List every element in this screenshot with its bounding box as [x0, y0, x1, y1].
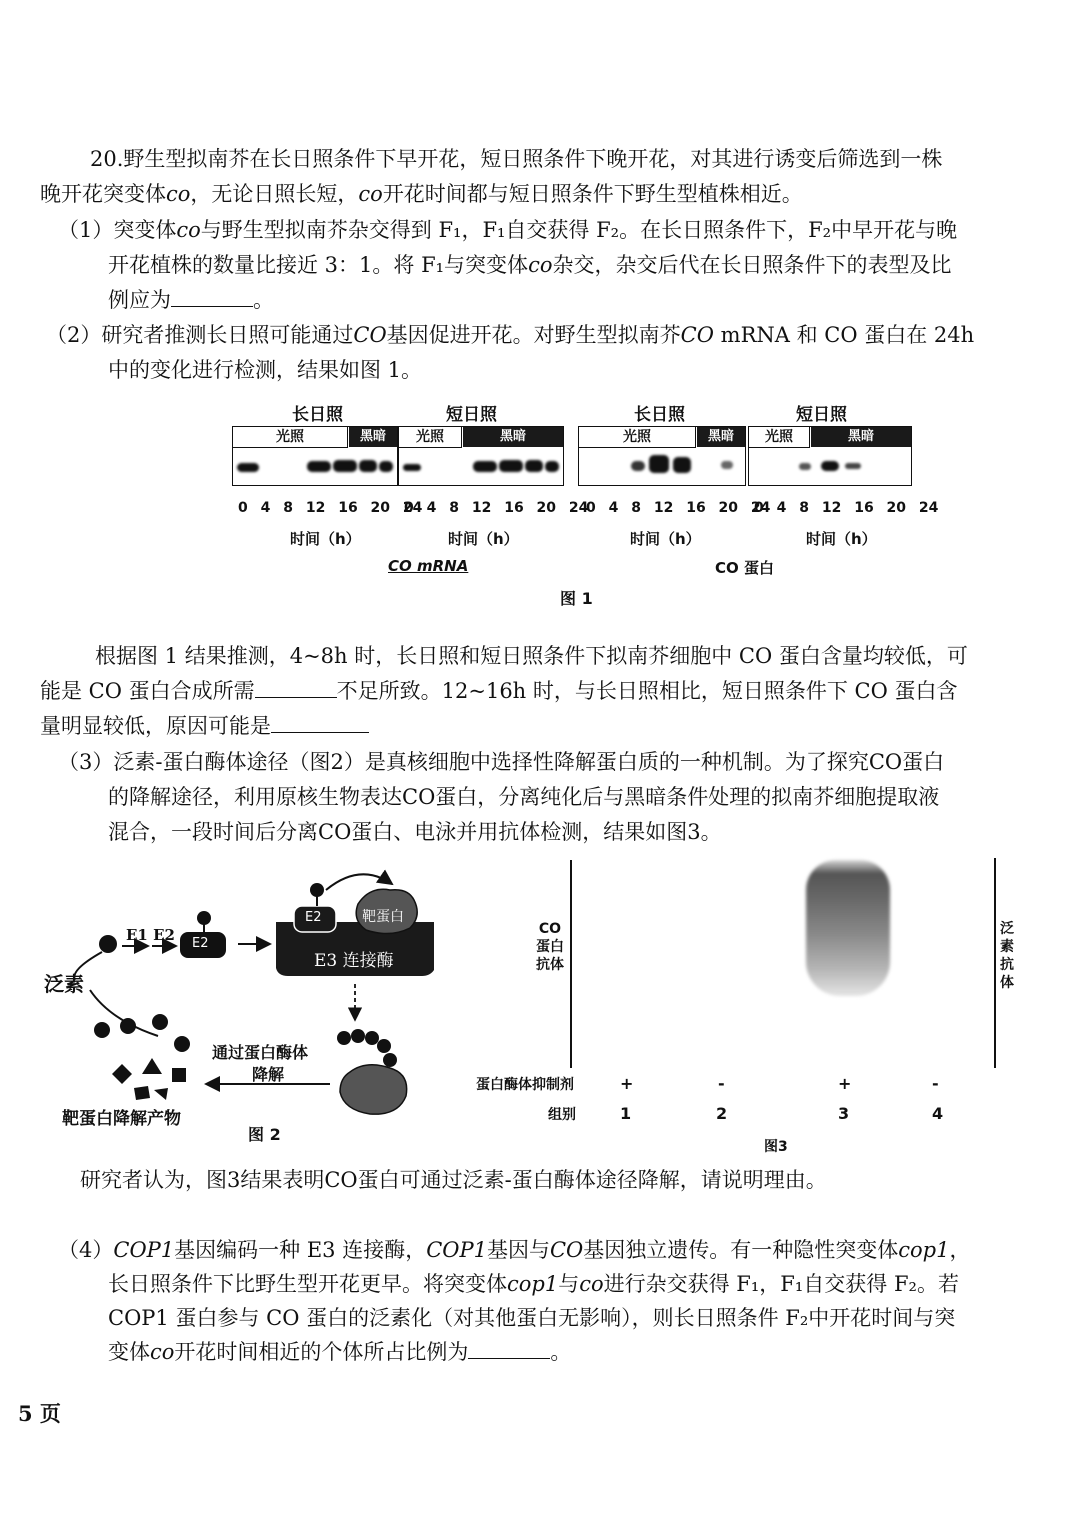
fig1-time-label-3: 时间（h）	[630, 530, 701, 548]
fig3-group-3: 3	[838, 1104, 850, 1123]
blot-mrna-long-day	[232, 426, 398, 486]
q20-intro-line2: 晚开花突变体co，无论日照长短，co开花时间都与短日照条件下野生型植株相近。	[40, 182, 803, 206]
part4-line4: 变体co开花时间相近的个体所占比例为 。	[108, 1340, 572, 1364]
part4-line3: COP1 蛋白参与 CO 蛋白的泛素化（对其他蛋白无影响），则长日照条件 F₂中开花时间与突	[108, 1306, 956, 1330]
part2-line2: 中的变化进行检测，结果如图 1。	[108, 358, 423, 382]
answer-blank-1	[171, 286, 253, 307]
fig1-time-label-2: 时间（h）	[448, 530, 519, 548]
blot-protein-short-day	[748, 426, 912, 486]
part2-question-line1: 根据图 1 结果推测，4~8h 时，长日照和短日照条件下拟南芥细胞中 CO 蛋白含量均较低，可	[95, 644, 968, 668]
band	[403, 464, 421, 471]
fig1-mrna-label: CO mRNA	[388, 557, 469, 575]
band	[499, 460, 523, 472]
ubiquitin-dot	[197, 911, 211, 925]
fig3-co-antibody-label: CO蛋白抗体	[536, 921, 564, 973]
dark-period: 黑暗	[349, 427, 397, 447]
part4-line1: （4）COP1基因编码一种 E3 连接酶，COP1基因与CO基因独立遗传。有一种隐性突变体cop1，	[58, 1238, 971, 1262]
ubiquitin-dot	[99, 935, 117, 953]
dark-period: 黑暗	[463, 427, 563, 447]
part4-line2: 长日照条件下比野生型开花更早。将突变体cop1与co进行杂交获得 F₁，F₁自交获得 F₂。若	[108, 1272, 959, 1296]
band	[359, 460, 377, 472]
band	[845, 463, 861, 469]
fig1-long-day-label-2: 长日照	[634, 405, 685, 425]
fig3-caption: 图3	[764, 1139, 788, 1155]
fig2-degrade-label: 降解	[252, 1065, 285, 1084]
fig1-ticks-1: 0 4 8 12 16 20 24	[238, 500, 423, 516]
part3-line2: 的降解途径，利用原核生物表达CO蛋白，分离纯化后与黑暗条件处理的拟南芥细胞提取液	[108, 785, 940, 809]
band	[649, 455, 669, 473]
fig2-caption: 图 2	[248, 1125, 281, 1144]
part3-line1: （3）泛素-蛋白酶体途径（图2）是真核细胞中选择性降解蛋白质的一种机制。为了探究CO蛋白	[58, 750, 945, 774]
dark-period: 黑暗	[811, 427, 911, 447]
band	[237, 463, 259, 472]
band	[379, 461, 393, 472]
fig1-caption: 图 1	[560, 589, 593, 608]
answer-blank-2	[255, 677, 337, 698]
fig3-right-axis	[994, 858, 996, 1068]
fig1-short-day-label-2: 短日照	[796, 405, 847, 425]
fig1-protein-label: CO 蛋白	[715, 559, 774, 577]
band	[525, 460, 543, 472]
band	[473, 461, 497, 472]
answer-blank-3	[271, 712, 369, 733]
answer-blank-4	[468, 1338, 550, 1359]
fig1-short-day-label-1: 短日照	[446, 405, 497, 425]
fig3-left-axis	[570, 860, 572, 1068]
fig2-proteasome-label: 通过蛋白酶体	[212, 1043, 309, 1062]
fig2-products-label: 靶蛋白降解产物	[62, 1109, 181, 1129]
fig3-sign-4: -	[932, 1074, 939, 1093]
fig3-sign-1: +	[620, 1074, 634, 1093]
fig1-time-label-4: 时间（h）	[806, 530, 877, 548]
part1-line3: 例应为 。	[108, 288, 274, 312]
fig3-group-1: 1	[620, 1104, 632, 1123]
band	[333, 460, 357, 472]
light-period: 光照	[233, 427, 348, 448]
fig1-ticks-3: 0 4 8 12 16 20 24	[586, 500, 771, 516]
band	[821, 461, 839, 471]
band	[545, 461, 559, 472]
fig3-group-4: 4	[932, 1104, 944, 1123]
fig1-long-day-label-1: 长日照	[292, 405, 343, 425]
part1-line2: 开花植株的数量比接近 3：1。将 F₁与突变体co杂交，杂交后代在长日照条件下的表型及比	[108, 253, 952, 277]
part2-question-line2: 能是 CO 蛋白合成所需 不足所致。12~16h 时，与长日照相比，短日照条件下 CO 蛋白含	[40, 679, 958, 703]
fig3-smear	[806, 860, 890, 996]
band	[721, 461, 733, 469]
page-number: 5 页	[18, 1401, 61, 1426]
q20-intro-line1: 20.野生型拟南芥在长日照条件下早开花，短日照条件下晚开花，对其进行诱变后筛选到一株	[90, 147, 943, 171]
fig2-e3-label: E3 连接酶	[314, 951, 394, 971]
fig3-group-2: 2	[716, 1104, 728, 1123]
light-period: 光照	[399, 427, 462, 448]
fig1-time-label-1: 时间（h）	[290, 530, 361, 548]
dark-period: 黑暗	[697, 427, 745, 447]
fig3-sign-3: +	[838, 1074, 852, 1093]
fig3-ub-antibody-label: 泛素抗体	[1000, 921, 1014, 991]
fig3-group-label: 组别	[548, 1107, 576, 1123]
part3-question: 研究者认为，图3结果表明CO蛋白可通过泛素-蛋白酶体途径降解，请说明理由。	[80, 1168, 827, 1192]
fig2-target-label: 靶蛋白	[362, 909, 404, 925]
band	[307, 461, 331, 472]
fig2-ubiquitin-label: 泛素	[44, 972, 84, 996]
part2-question-line3: 量明显较低，原因可能是	[40, 712, 369, 740]
target-protein-degrading	[340, 1065, 407, 1114]
fig3-inhibitor-label: 蛋白酶体抑制剂	[476, 1077, 574, 1093]
part2-line1: （2）研究者推测长日照可能通过CO基因促进开花。对野生型拟南芥CO mRNA 和 CO 蛋白在 24h	[46, 323, 975, 347]
blot-protein-long-day	[578, 426, 746, 486]
ubiquitin-dot	[310, 883, 324, 897]
part3-line3: 混合，一段时间后分离CO蛋白、电泳并用抗体检测，结果如图3。	[108, 820, 722, 844]
band	[673, 457, 691, 473]
light-period: 光照	[749, 427, 810, 448]
fig1-ticks-4: 0 4 8 12 16 20 24	[754, 500, 939, 516]
fig1-ticks-2: 0 4 8 12 16 20 24	[404, 500, 589, 516]
band	[631, 461, 645, 471]
fig2-e2-on-e3-label: E2	[305, 910, 322, 925]
fig2-e2-label: E2	[192, 936, 209, 951]
blot-mrna-short-day	[398, 426, 564, 486]
part1-line1: （1）突变体co与野生型拟南芥杂交得到 F₁，F₁自交获得 F₂。在长日照条件下，F₂中早开花与晚	[58, 218, 958, 242]
fig3-sign-2: -	[718, 1074, 725, 1093]
light-period: 光照	[579, 427, 696, 448]
fig2-e1e2-label: E1 E2	[126, 926, 175, 944]
band	[799, 463, 811, 470]
